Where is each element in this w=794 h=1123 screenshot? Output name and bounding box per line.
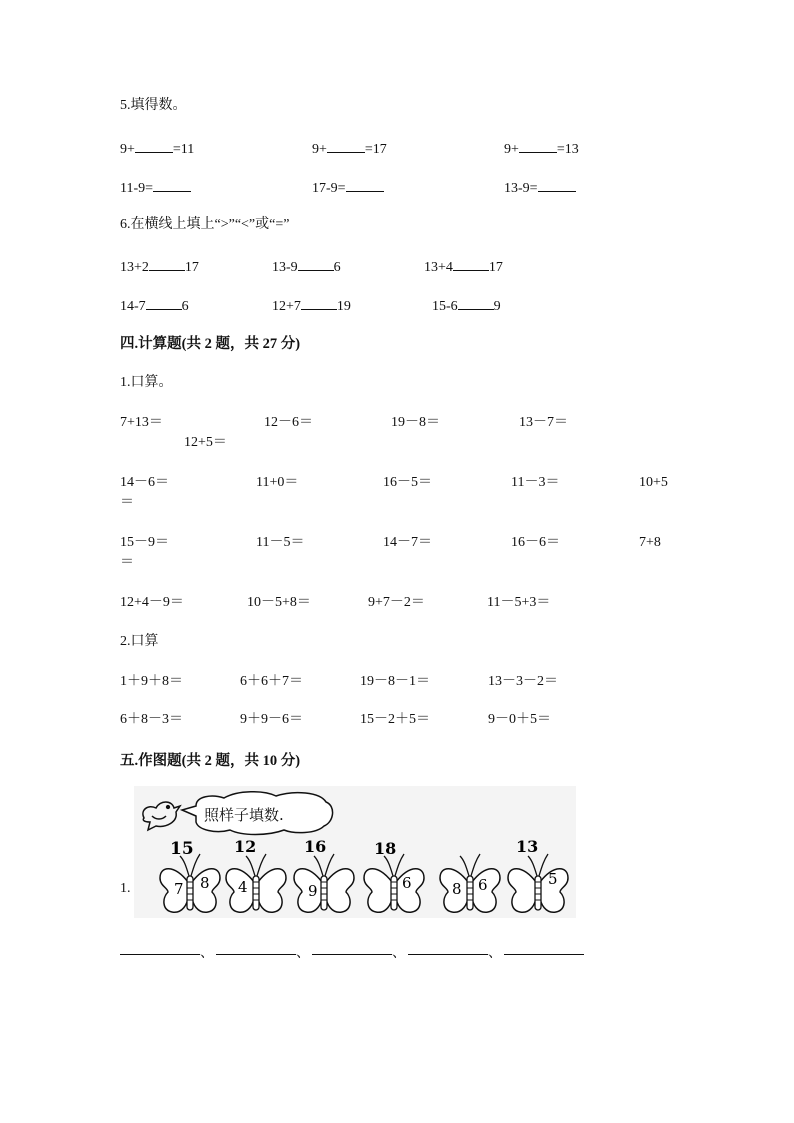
q6-item: 14-7 6: [120, 296, 189, 316]
calc-item: 12－6＝: [264, 415, 313, 430]
answer-blank[interactable]: [538, 178, 576, 192]
q6-item: 13+4 17: [424, 257, 503, 277]
answer-blank[interactable]: [120, 954, 200, 955]
calc-item: 11+0＝: [256, 475, 299, 490]
q6-item: 13+2 17: [120, 257, 199, 277]
butterfly-top-number: 12: [234, 837, 257, 856]
calc-item: ＝: [120, 555, 134, 570]
q5-item: 17-9=: [312, 178, 384, 198]
calc-item: 1＋9＋8＝: [120, 674, 183, 689]
q5-item: 9+ =11: [120, 139, 194, 159]
butterfly-right-number: 5: [548, 870, 558, 888]
calc-item: 15－9＝: [120, 535, 169, 550]
bubble-text: 照样子填数.: [204, 806, 284, 824]
speech-bubble: [182, 792, 333, 835]
butterfly-left-number: 7: [174, 880, 184, 898]
butterfly-right-number: 6: [402, 874, 412, 892]
answer-blank[interactable]: [504, 954, 584, 955]
answer-blank[interactable]: [135, 139, 173, 153]
butterfly-icon: [226, 837, 286, 912]
butterfly-icon: [508, 837, 568, 912]
separator: 、: [296, 946, 310, 961]
calc-item: 19－8＝: [391, 415, 440, 430]
calc-item: 13－3－2＝: [488, 674, 558, 689]
calc-item: 13－7＝: [519, 415, 568, 430]
q5-title: 5.填得数。: [120, 98, 187, 113]
calc-item: 6＋8－3＝: [120, 712, 183, 727]
q6-item: 12+7 19: [272, 296, 351, 316]
butterfly-left-number: 4: [238, 878, 248, 896]
calc-item: 19－8－1＝: [360, 674, 430, 689]
calc-item: 11－5＝: [256, 535, 305, 550]
calc-item: 11－3＝: [511, 475, 560, 490]
butterfly-left-number: 9: [308, 882, 318, 900]
answer-blank[interactable]: [519, 139, 557, 153]
answer-blank[interactable]: [153, 178, 191, 192]
q6-title: 6.在横线上填上“>”“<”或“=”: [120, 217, 290, 232]
calc-item: 9+7－2＝: [368, 595, 425, 610]
butterfly-icon: [440, 854, 500, 912]
separator: 、: [392, 946, 406, 961]
butterfly-right-number: 6: [478, 876, 488, 894]
butterfly-top-number: 18: [374, 839, 397, 858]
compare-blank[interactable]: [301, 296, 337, 310]
answer-blank[interactable]: [408, 954, 488, 955]
bird-icon: [143, 802, 180, 830]
compare-blank[interactable]: [453, 257, 489, 271]
q2-title: 2.口算: [120, 634, 159, 649]
calc-item: 14－6＝: [120, 475, 169, 490]
calc-item: 12+5＝: [184, 435, 227, 450]
butterfly-top-number: 13: [516, 837, 539, 856]
q6-item: 13-9 6: [272, 257, 341, 277]
calc-item: 11－5+3＝: [487, 595, 551, 610]
calc-item: 15－2＋5＝: [360, 712, 430, 727]
section-heading: 四.计算题(共 2 题，共 27 分): [120, 336, 301, 352]
compare-blank[interactable]: [458, 296, 494, 310]
calc-item: 16－6＝: [511, 535, 560, 550]
butterfly-right-number: 8: [200, 874, 210, 892]
butterfly-top-number: 15: [170, 839, 194, 859]
calc-item: 14－7＝: [383, 535, 432, 550]
calc-item: 10－5+8＝: [247, 595, 311, 610]
calc-item: 7+8: [639, 535, 661, 550]
compare-blank[interactable]: [298, 257, 334, 271]
butterfly-top-number: 16: [304, 837, 327, 856]
q5-item: 9+ =17: [312, 139, 387, 159]
butterfly-figure: [134, 786, 576, 918]
answer-blank[interactable]: [346, 178, 384, 192]
butterfly-left-number: 8: [452, 880, 462, 898]
q5-item: 13-9=: [504, 178, 576, 198]
answer-blank[interactable]: [312, 954, 392, 955]
calc-item: 12+4－9＝: [120, 595, 184, 610]
compare-blank[interactable]: [146, 296, 182, 310]
calc-item: 16－5＝: [383, 475, 432, 490]
q6-item: 15-6 9: [432, 296, 501, 316]
calc-item: 9＋9－6＝: [240, 712, 303, 727]
calc-item: 7+13＝: [120, 415, 163, 430]
section-heading: 五.作图题(共 2 题，共 10 分): [120, 753, 301, 769]
calc-item: ＝: [120, 495, 134, 510]
q5-item: 9+ =13: [504, 139, 579, 159]
separator: 、: [488, 946, 502, 961]
answer-blank[interactable]: [327, 139, 365, 153]
butterfly-icon: [160, 839, 220, 912]
answer-blank[interactable]: [216, 954, 296, 955]
calc-item: 6＋6＋7＝: [240, 674, 303, 689]
question-number: 1.: [120, 881, 131, 896]
q5-item: 11-9=: [120, 178, 191, 198]
calc-item: 9－0＋5＝: [488, 712, 551, 727]
butterfly-icon: [294, 837, 354, 912]
q1-title: 1.口算。: [120, 375, 173, 390]
butterfly-icon: [364, 839, 424, 912]
compare-blank[interactable]: [149, 257, 185, 271]
separator: 、: [200, 946, 214, 961]
calc-item: 10+5: [639, 475, 668, 490]
